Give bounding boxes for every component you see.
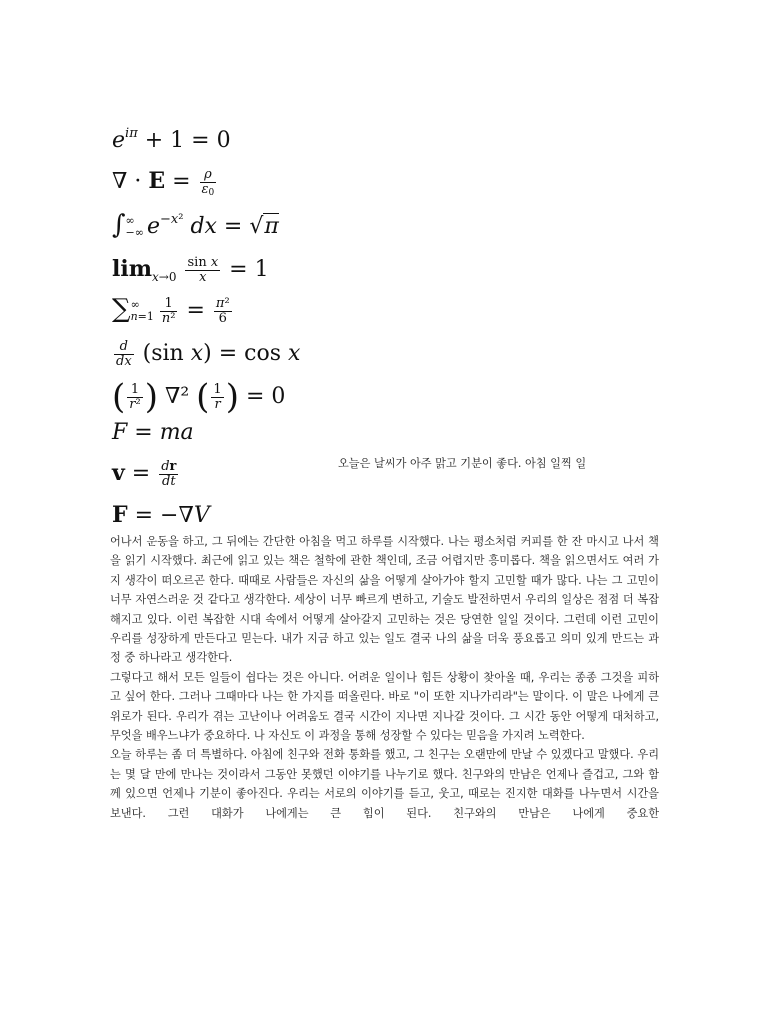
paragraph: 오늘 하루는 좀 더 특별하다. 아침에 친구와 전화 통화를 했고, 그 친구는 오랜만에 만날 수 있겠다고 말했다. 우리는 몇 달 만에 만나는 것이라서 그동안 못했던 이야기를 나누기로 했다. 친구와의 만남은 언제나 즐겁고, 그와 함께 있으면 언제나 기분이 좋아진다. 우리는 서로의 이야기를 듣고, 웃고, 때로는 진지한 대화를 나누면서 시간을 보낸다. 그런 대화가 나에게는 큰 힘이 된다. 친구와의 만남은 나에게 중요한	[110, 748, 659, 820]
paragraph: 어나서 운동을 하고, 그 뒤에는 간단한 아침을 먹고 하루를 시작했다. 나는 평소처럼 커피를 한 잔 마시고 나서 책을 읽기 시작했다. 최근에 읽고 있는 책은 철학에 관한 책인데, 조금 어렵지만 흥미롭다. 책을 읽으면서도 여러 가지 생각이 떠오르곤 한다. 때때로 사람들은 자신의 삶을 어떻게 살아가야 할지 고민할 때가 많다. 나는 그 고민이 너무 자연스러운 것 같다고 생각한다. 세상이 너무 빠르게 변하고, 기술도 발전하면서 우리의 일상은 점점 더 복잡해지고 있다. 이런 복잡한 시대 속에서 어떻게 살아갈지 고민하는 것은 당연한 일일 것이다. 그런데 이런 고민이 우리를 성장하게 만든다고 믿는다. 내가 지금 하고 있는 일도 결국 나의 삶을 더욱 풍요롭고 의미 있게 만드는 과정 중 하나라고 생각한다.	[110, 535, 659, 665]
equation-limit: $\lim_{x\to 0}$ $\frac{\text{sin x}}{x}$ = 1	[112, 255, 269, 285]
equation-newton: F = ma	[112, 420, 194, 445]
equation-laplacian: ( $\frac{1}{\text{r²}}$ ) ∇² ( $\frac{1}{r}$ ) = 0	[112, 377, 286, 417]
body-text	[110, 532, 659, 823]
equation-velocity: v = $\frac{dr}{dt}$	[112, 459, 177, 489]
equation-basel-sum: ∑ ∞ n=1 $\frac{1}{\text{n²}}$ = $\frac{\text{π²}}{6}$	[112, 294, 230, 326]
equation-derivative: $\frac{d}{dx}$ (sin x) = cos x	[116, 339, 301, 369]
side-text-line: 오늘은 날씨가 아주 맑고 기분이 좋다. 아침 일찍 일	[338, 457, 587, 470]
equation-gauss-law: ∇ · E = $\frac{\rho}{\varepsilon_0}$	[112, 167, 215, 198]
paragraph: 그렇다고 해서 모든 일들이 쉽다는 것은 아니다. 어려운 일이나 힘든 상황이 찾아올 때, 우리는 종종 그것을 피하고 싶어 한다. 그러나 그때마다 나는 한 가지를 떠올린다. 바로 "이 또한 지나가리라"는 말이다. 이 말은 나에게 큰 위로가 된다. 우리가 겪는 고난이나 어려움도 결국 시간이 지나면 지나갈 것이다. 그 시간 동안 어떻게 대처하고, 무엇을 배우느냐가 중요하다. 나 자신도 이 과정을 통해 성장할 수 있다는 믿음을 가지려 노력한다.	[110, 670, 659, 743]
equation-gaussian-integral: ∫ ∞ −∞ $e^{-x^2}$ dx = √π	[112, 210, 279, 240]
equation-force-potential: F = −∇V	[112, 502, 210, 528]
equation-euler: $e^{i\pi} + 1 = 0$	[112, 126, 231, 153]
equation-sources	[0, 0, 1, 1]
equation-euler-source	[0, 0, 1, 1]
